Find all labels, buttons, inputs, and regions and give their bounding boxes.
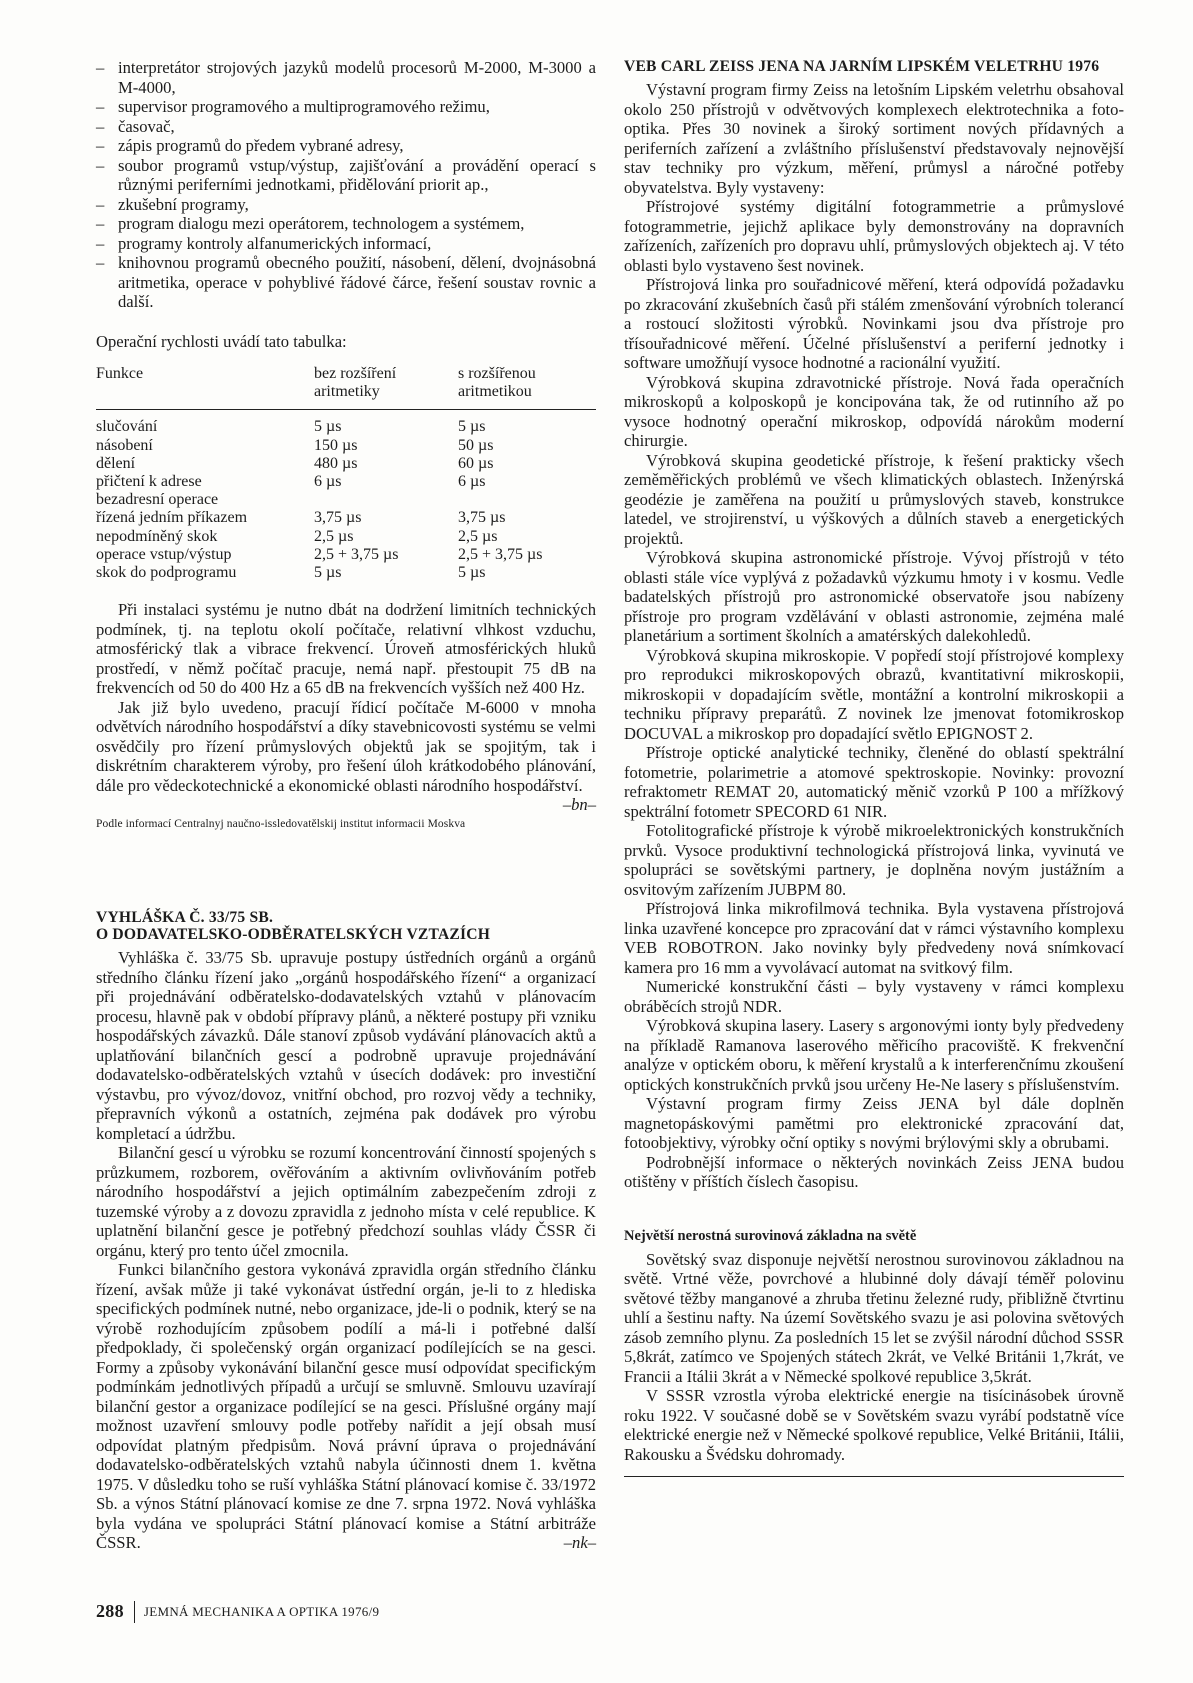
- list-item: – soubor programů vstup/výstup, zajišťování a provádění operací s různými periferními jednotkami, přidělování priorit ap.,: [96, 156, 596, 195]
- paragraph: Výrobková skupina mikroskopie. V popředí stojí přístrojové komplexy pro reprodukci mikroskopových obrazů, kvantitativní mikroskopii, mikroskopii v dopadajícím světle, montážní a kontrolní mikroskopii a techniku přípravy preparátů. Z novinek lze jmenovat fotomikroskop DOCUVAL a mikroskop pro dopadající světlo EPIGNOST 2.: [624, 645, 1124, 743]
- table-cell: [314, 491, 458, 509]
- paragraph: Výrobková skupina zdravotnické přístroje. Nová řada operačních mikroskopů a kolposkopů je koncipována tak, že od rutinního až po vysoce hodnotný operační mikroskop, odpovídá nárokům moderní chirurgie.: [624, 372, 1124, 450]
- resources-heading: Největší nerostná surovinová základna na světě: [624, 1227, 917, 1244]
- author-signature: –nk–: [563, 1533, 596, 1553]
- paragraph: Přístrojové systémy digitální fotogrammetrie a průmyslové fotogrammetrie, jejichž aplikace byly demonstrovány na dopravních zařízeních, zařízeních pro dopravu uhlí, průmyslových objektech aj. V této oblasti bylo vystaveno šest novinek.: [624, 197, 1124, 275]
- paragraph: Bilanční gescí u výrobku se rozumí koncentrování činností spojených s průzkumem, rozborem, ověřováním a aktivním ovlivňováním potřeb národního hospodářství a jejich optimálním zabezpečením zdroji z tuzemské výroby a z dovozu zpravidla z jednoho místa v celé republice. K uplatnění bilanční gesce je potřebný předchozí souhlas vlády ČSSR či orgánu, který pro tento účel zmocnila.: [96, 1143, 596, 1260]
- table-cell: 2,5 + 3,75 µs: [314, 545, 399, 563]
- table-cell: 5 µs: [314, 564, 342, 582]
- author-signature: –bn–: [562, 795, 596, 815]
- table-row: [96, 491, 596, 509]
- table-cell: 50 µs: [458, 436, 494, 454]
- table-row: [96, 455, 596, 473]
- table-cell: 5 µs: [458, 564, 486, 582]
- table-cell: 2,5 + 3,75 µs: [458, 545, 543, 563]
- source-note: Podle informací Centralnyj naučno-issledovatělskij institut informacii Moskva: [96, 818, 466, 831]
- table-cell: [458, 491, 596, 509]
- paragraph-text: Jak již bylo uvedeno, pracují řídicí počítače M-6000 v mnoha odvětvích národního hospodářství a díky stavebnicovosti systému se velmi osvědčily pro řízení průmyslových objektů jak se spojitým, tak i diskrétním charakterem výroby, pro řešení úloh krátkodobého plánování, dále pro vědeckotechnické a ekonomické oblasti národního hospodářství.: [96, 697, 596, 795]
- paragraph: [96, 1260, 596, 1553]
- table-cell: násobení: [96, 436, 153, 454]
- table-cell: 2,5 µs: [314, 527, 354, 545]
- table-cell: 150 µs: [314, 436, 358, 454]
- table-cell: 3,75 µs: [458, 509, 506, 527]
- paragraph: Výrobková skupina geodetické přístroje, k řešení prakticky všech zeměměřických problémů ve všech klimatických oblastech. Inženýrská geodézie je zaměřena na použití u průmyslových staveb, konstrukce latedel, ve strojirenství, u výškových a důlních staveb a energetických projektů.: [624, 450, 1124, 548]
- table-cell: řízená jedním příkazem: [96, 509, 248, 527]
- list-item: – interpretátor strojových jazyků modelů procesorů M-2000, M-3000 a M-4000,: [96, 58, 596, 97]
- paragraph: Při instalaci systému je nutno dbát na dodržení limitních technických podmínek, tj. na teplotu okolí počítače, relativní vlhkost vzduchu, atmosférický tlak a vibrace frekvencí. Úroveň atmosférických hluků prostředí, v němž počítač pracuje, nemá např. přestoupit 75 dB na frekvencích od 50 do 400 Hz a 65 dB na frekvencích vyšších než 400 Hz.: [96, 600, 596, 698]
- table-cell: 60 µs: [458, 454, 494, 472]
- paragraph: Výstavní program firmy Zeiss na letošním Lipském veletrhu obsahoval okolo 250 přístrojů v odvětvových komplexech elektrotechnika a foto-optika. Přes 30 novinek a široký sortiment nových přídavných a periferních zařízení a zvláštního příslušenství představovaly nejnovější stav techniky pro výzkum, měření, průmysl a náročné potřeby obyvatelstva. Byly vystaveny:: [624, 80, 1124, 197]
- table-row: [96, 509, 596, 527]
- table-row: [96, 564, 596, 582]
- page-number: 288: [96, 1601, 124, 1622]
- table-row: [96, 437, 596, 455]
- table-cell: přičtení k adrese: [96, 473, 202, 491]
- footer-separator: [134, 1601, 135, 1623]
- table-row: [96, 410, 596, 437]
- journal-name: JEMNÁ MECHANIKA A OPTIKA 1976/9: [143, 1604, 380, 1620]
- paragraph: Fotolitografické přístroje k výrobě mikroelektronických konstrukčních prvků. Vysoce produktivní technologická přístrojová linka, vyvinutá ve spolupráci se sovětskými partnery, je doplněna novým justážním a osvitovým zařízením JUBPM 80.: [624, 821, 1124, 899]
- list-item: – supervisor programového a multiprogramového režimu,: [96, 97, 596, 117]
- paragraph: Výrobková skupina astronomické přístroje. Vývoj přístrojů v této oblasti stále více vyplývá z požadavků výzkumu hmoty i v kosmu. Vedle badatelských přístrojů pro astronomické observatoře jsou nabízeny přístroje pro program vzdělávání v oblasti astronomie, zejména malé planetárium a sortiment školních a amatérských dalekohledů.: [624, 548, 1124, 645]
- decree-heading-line: VYHLÁŠKA Č. 33/75 SB.: [96, 909, 274, 927]
- divider: [624, 1476, 1124, 1477]
- table-cell: slučování: [96, 418, 158, 436]
- list-item: – knihovnou programů obecného použití, násobení, dělení, dvojnásobná aritmetika, operace v pohyblivé řádové čárce, řešení soustav rovnic a další.: [96, 253, 596, 312]
- table-cell: nepodmíněný skok: [96, 527, 218, 545]
- table-row: [96, 546, 596, 564]
- table-cell: skok do podprogramu: [96, 564, 237, 582]
- table-header: bez rozšíření aritmetiky: [314, 365, 458, 410]
- paragraph: Numerické konstrukční části – byly vystaveny v rámci komplexu obráběcích strojů NDR.: [624, 977, 1124, 1016]
- table-cell: operace vstup/výstup: [96, 545, 232, 563]
- table-cell: bezadresní operace: [96, 491, 219, 509]
- list-item: – programy kontroly alfanumerických informací,: [96, 234, 596, 254]
- table-cell: 2,5 µs: [458, 527, 498, 545]
- list-item: – zápis programů do předem vybrané adresy,: [96, 136, 596, 156]
- paragraph: Vyhláška č. 33/75 Sb. upravuje postupy ústředních orgánů a orgánů středního článku řízení jako „orgánů hospodářského řízení“ a organizací při projednávání odběratelsko-dodavatelských vztahů v plánovacím procesu, hlavně pak v období přípravy plánů, a některé postupy při vzniku hospodářských závazků. Dále stanoví způsob vydávání plánovacích aktů a uplatňování bilančních gescí a podrobně upravuje projednávání dodavatelsko-odběratelských vztahů v úsecích dodávek: pro investiční výstavbu, pro vývoz/dovoz, vnitřní obchod, pro rozvoj vědy a techniky, přepravních výkonů a ostatních, zejména pak dodávek pro výrobu kompletací a údržbu.: [96, 948, 596, 1143]
- paragraph: [96, 697, 596, 815]
- left-column: [96, 58, 596, 1553]
- table-cell: 3,75 µs: [314, 509, 362, 527]
- table-cell: 5 µs: [458, 418, 486, 436]
- right-column: [624, 58, 1124, 1477]
- table-header-row: [96, 365, 596, 410]
- zeiss-heading: VEB CARL ZEISS JENA NA JARNÍM LIPSKÉM VELETRHU 1976: [624, 58, 1100, 75]
- paragraph: V SSSR vzrostla výroba elektrické energie na tisícinásobek úrovně roku 1922. V současné době se v Sovětském svazu vyrábí podstatně více elektrické energie než v Německé spolkové republice, Velké Británii, Itálii, Rakousku a Švédsku dohromady.: [624, 1386, 1124, 1464]
- paragraph-text: Funkci bilančního gestora vykonává zpravidla orgán středního článku řízení, avšak může ji také vykonávat ústřední orgán, je-li to z hlediska specifických podmínek nutné, nebo organizace, jde-li o podnik, který se na výrobě rozhodujícím způsobem podílí a má-li i potřebné další předpoklady, či společenský orgán organizací podílejících se na gesci. Formy a způsoby vykonávání bilanční gesce musí odpovídat specifickým podmínkám jednotlivých případů a určují se smluvně. Smlouvu uzavírají bilanční gestor a organizace podílející se na gesci. Příslušné orgány mají možnost uzavření smlouvy podle potřeby nařídit a její obsah musí odpovídat platným předpisům. Nová právní úprava o projednávání dodavatelsko-odběratelských vztahů nabyla účinnosti dnem 1. května 1975. V důsledku toho se ruší vyhláška Státní plánovací komise č. 33/1972 Sb. a výnos Státní plánovací komise ze dne 7. srpna 1972. Nová vyhláška byla vydána ve spolupráci Státní plánovací komise a Státní arbitráže ČSSR.: [96, 1260, 596, 1553]
- table-intro: Operační rychlosti uvádí tato tabulka:: [96, 331, 347, 351]
- paragraph: Sovětský svaz disponuje největší nerostnou surovinovou základnou na světě. Vrtné věže, povrchové a hlubinné doly dávají téměř polovinu světové těžby manganové a zhruba třetinu železné rudy, přibližně čtvrtinu uhlí a šestinu nafty. Na území Sovětského svazu je asi polovina světových zásob zemního plynu. Za posledních 15 let se zvýšil národní důchod SSSR 5,8krát, zatímco ve Spojených státech 2krát, ve Velké Británii 1,7krát, ve Francii a Itálii 3krát a v Německé spolkové republice 3,5krát.: [624, 1249, 1124, 1386]
- table-cell: 6 µs: [314, 473, 342, 491]
- list-item: – časovač,: [96, 117, 596, 137]
- list-item: – zkušební programy,: [96, 195, 596, 215]
- paragraph: Podrobnější informace o některých novinkách Zeiss JENA budou otištěny v příštích číslech časopisu.: [624, 1152, 1124, 1191]
- decree-heading-line: O DODAVATELSKO-ODBĚRATELSKÝCH VZTAZÍCH: [96, 926, 491, 944]
- paragraph: Výrobková skupina lasery. Lasery s argonovými ionty byly předvedeny na příkladě Ramanova laserového měřicího pracoviště. K frekvenční analýze v optickém oboru, k měření krystalů a k interferenčnímu zkoušení optických konstrukčních prvků jsou určeny He-Ne lasery s příslušenstvím.: [624, 1016, 1124, 1094]
- software-list: [96, 58, 596, 312]
- paragraph: Přístroje optické analytické techniky, členěné do oblastí spektrální fotometrie, polarimetrie a atomové spektroskopie. Novinky: provozní refraktometr REMAT 20, automatický měnič vzorků P 100 a mřížkový spektrální fotometr SPECORD 61 NIR.: [624, 743, 1124, 821]
- decree-heading: [96, 909, 596, 943]
- table-row: [96, 528, 596, 546]
- paragraph: Výstavní program firmy Zeiss JENA byl dále doplněn magnetopáskovými pamětmi pro elektronické zpracování dat, fotoobjektivy, výrobky oční optiky s novými brýlovými skly a obrubami.: [624, 1094, 1124, 1152]
- paragraph: Přístrojová linka mikrofilmová technika. Byla vystavena přístrojová linka uzavřené koncepce pro zpracování dat v rámci výstavního komplexu VEB ROBOTRON. Jako novinky byly předvedeny nová snímkovací kamera pro 16 mm a vyvolávací automat na svitkový film.: [624, 899, 1124, 977]
- speed-table: [96, 365, 596, 582]
- page-footer: [96, 1601, 379, 1623]
- table-cell: dělení: [96, 454, 136, 472]
- table-cell: 5 µs: [314, 418, 342, 436]
- table-header: Funkce: [96, 365, 314, 410]
- list-item: – program dialogu mezi operátorem, technologem a systémem,: [96, 214, 596, 234]
- table-cell: 6 µs: [458, 473, 486, 491]
- table-header: s rozšířenou aritmetikou: [458, 365, 596, 410]
- table-cell: 480 µs: [314, 454, 358, 472]
- paragraph: Přístrojová linka pro souřadnicové měření, která odpovídá požadavku po zkracování zkušebních časů při stálém zmenšování výrobních tolerancí a rostoucí složitosti výrobků. Novinkami jsou dva přístroje pro třísouřadnicové měření. Účelné příslušenství a periferní jednotky i software umožňují vysoce hodnotné a racionální využití.: [624, 275, 1124, 372]
- table-row: [96, 473, 596, 491]
